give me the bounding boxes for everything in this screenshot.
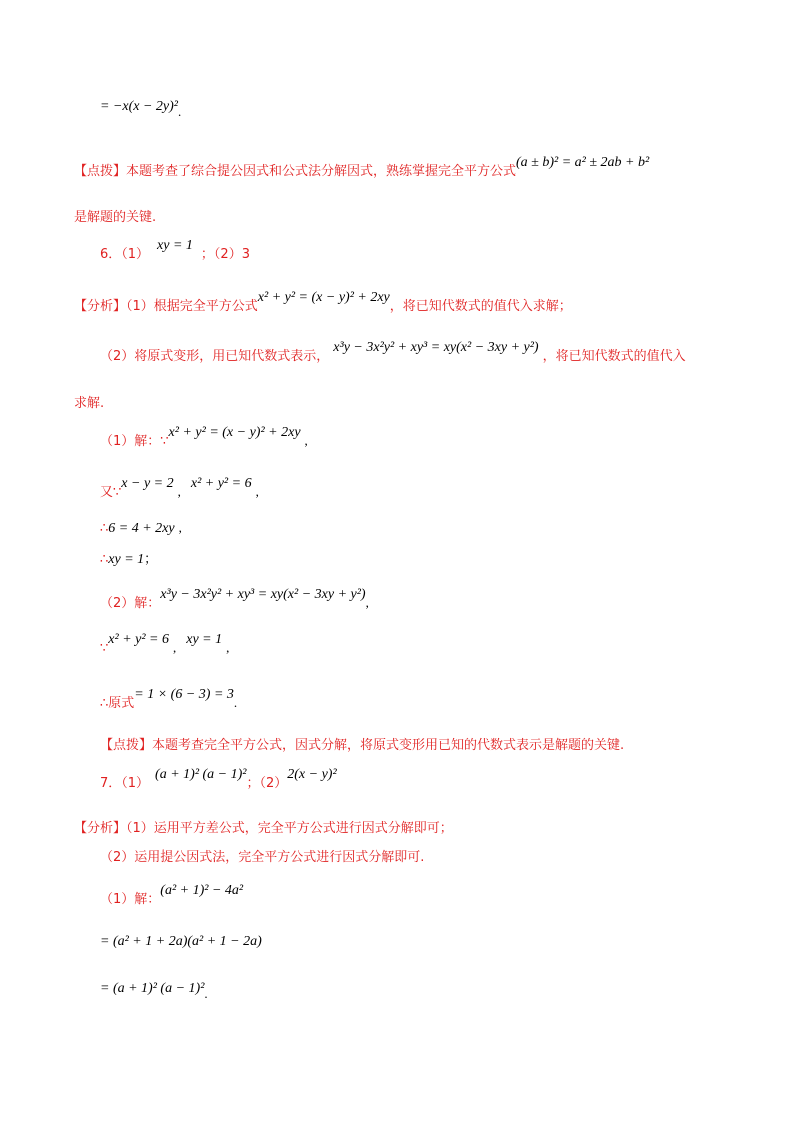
solution-7-step-3 xyxy=(100,980,208,1001)
analysis-line-2 xyxy=(100,340,686,365)
math-expression: x³y − 3x²y² + xy³ = xy(x² − 3xy + y²) xyxy=(160,587,366,602)
analysis-7-line-2 xyxy=(100,846,424,865)
solution-label: （1）解：∵ xyxy=(100,434,169,449)
math-expression: = (a + 1)² (a − 1)² xyxy=(100,981,205,996)
solution-step-5 xyxy=(100,587,369,612)
analysis-line-3 xyxy=(74,392,104,411)
solution-step-2 xyxy=(100,476,259,501)
math-expression: 6 = 4 + 2xy xyxy=(108,521,175,536)
solution-7-step-1 xyxy=(100,883,244,908)
semicolon: ； xyxy=(144,551,158,566)
question-number: 7．（1） xyxy=(100,776,150,791)
period: . xyxy=(233,695,238,710)
question-number: 6．（1） xyxy=(100,247,150,262)
math-expression: x² + y² = (x − y)² + 2xy xyxy=(168,425,301,440)
analysis-text: （2）将原式变形，用已知代数式表示， xyxy=(100,349,330,364)
answer-6 xyxy=(100,238,250,263)
tip-text: 【点拨】本题考查了综合提公因式和公式法分解因式，熟练掌握完全平方公式 xyxy=(74,164,517,179)
analysis-7-line-1 xyxy=(74,817,453,836)
solution-label: （1）解： xyxy=(100,892,161,907)
period: . xyxy=(178,104,182,119)
tip-paragraph-1 xyxy=(74,155,650,180)
math-expression: xy = 1 xyxy=(108,552,145,567)
solution-label: ∴原式 xyxy=(100,696,135,711)
math-formula: x² + y² = (x − y)² + 2xy xyxy=(257,290,390,305)
period: . xyxy=(204,986,208,1001)
tip-text: 【点拨】本题考查完全平方公式，因式分解，将原式变形用已知的代数式表示是解题的关键. xyxy=(100,738,625,753)
tip-text: 是解题的关键. xyxy=(74,210,157,225)
math-formula: x³y − 3x²y² + xy³ = xy(x² − 3xy + y²) xyxy=(333,340,539,355)
therefore-symbol: ∴ xyxy=(100,521,109,536)
analysis-text: （2）运用提公因式法，完全平方公式进行因式分解即可. xyxy=(100,850,425,865)
math-formula: (a ± b)² = a² ± 2ab + b² xyxy=(516,155,650,170)
answer-7 xyxy=(100,767,337,792)
solution-step-1 xyxy=(100,425,308,450)
analysis-text: 求解. xyxy=(74,396,105,411)
math-expression: = −x(x − 2y)² xyxy=(100,99,179,114)
answer-part-2: ；（2） xyxy=(246,776,288,791)
math-expression: xy = 1 xyxy=(186,632,223,647)
analysis-text: 【分析】（1）运用平方差公式，完全平方公式进行因式分解即可； xyxy=(74,821,453,836)
math-expression: = 1 × (6 − 3) = 3 xyxy=(134,687,234,702)
therefore-symbol: ∴ xyxy=(100,552,109,567)
comma: , xyxy=(177,484,181,499)
analysis-text: ，将已知代数式的值代入 xyxy=(542,349,686,364)
tip-paragraph-1-end xyxy=(74,206,156,225)
math-expression: xy = 1 xyxy=(157,238,193,253)
math-expression: 2(x − y)² xyxy=(287,767,337,782)
comma: , xyxy=(226,640,230,655)
solution-step-6 xyxy=(100,632,230,657)
because-symbol: ∵ xyxy=(100,641,109,656)
comma: , xyxy=(304,433,308,448)
analysis-text: 【分析】（1）根据完全平方公式 xyxy=(74,299,258,314)
analysis-text: ，将已知代数式的值代入求解； xyxy=(389,299,572,314)
math-expression: = (a² + 1 + 2a)(a² + 1 − 2a) xyxy=(100,934,262,949)
math-expression: (a + 1)² (a − 1)² xyxy=(155,767,247,782)
comma: , xyxy=(365,595,369,610)
math-expression: x² + y² = 6 xyxy=(108,632,169,647)
comma: , xyxy=(178,520,182,535)
solution-label: （2）解： xyxy=(100,596,161,611)
math-expression: (a² + 1)² − 4a² xyxy=(160,883,244,898)
comma: , xyxy=(255,484,259,499)
answer-part-2: ；（2）3 xyxy=(200,247,250,262)
solution-label: 又∵ xyxy=(100,485,122,500)
solution-step-3 xyxy=(100,520,182,537)
comma: , xyxy=(173,640,177,655)
math-expression: x² + y² = 6 xyxy=(190,476,252,491)
analysis-line-1 xyxy=(74,290,572,315)
math-expression: x − y = 2 xyxy=(121,476,174,491)
tip-paragraph-2 xyxy=(100,734,624,753)
solution-step-7 xyxy=(100,687,238,712)
step-line-1 xyxy=(100,98,182,119)
solution-7-step-2 xyxy=(100,934,262,950)
solution-step-4 xyxy=(100,548,157,568)
